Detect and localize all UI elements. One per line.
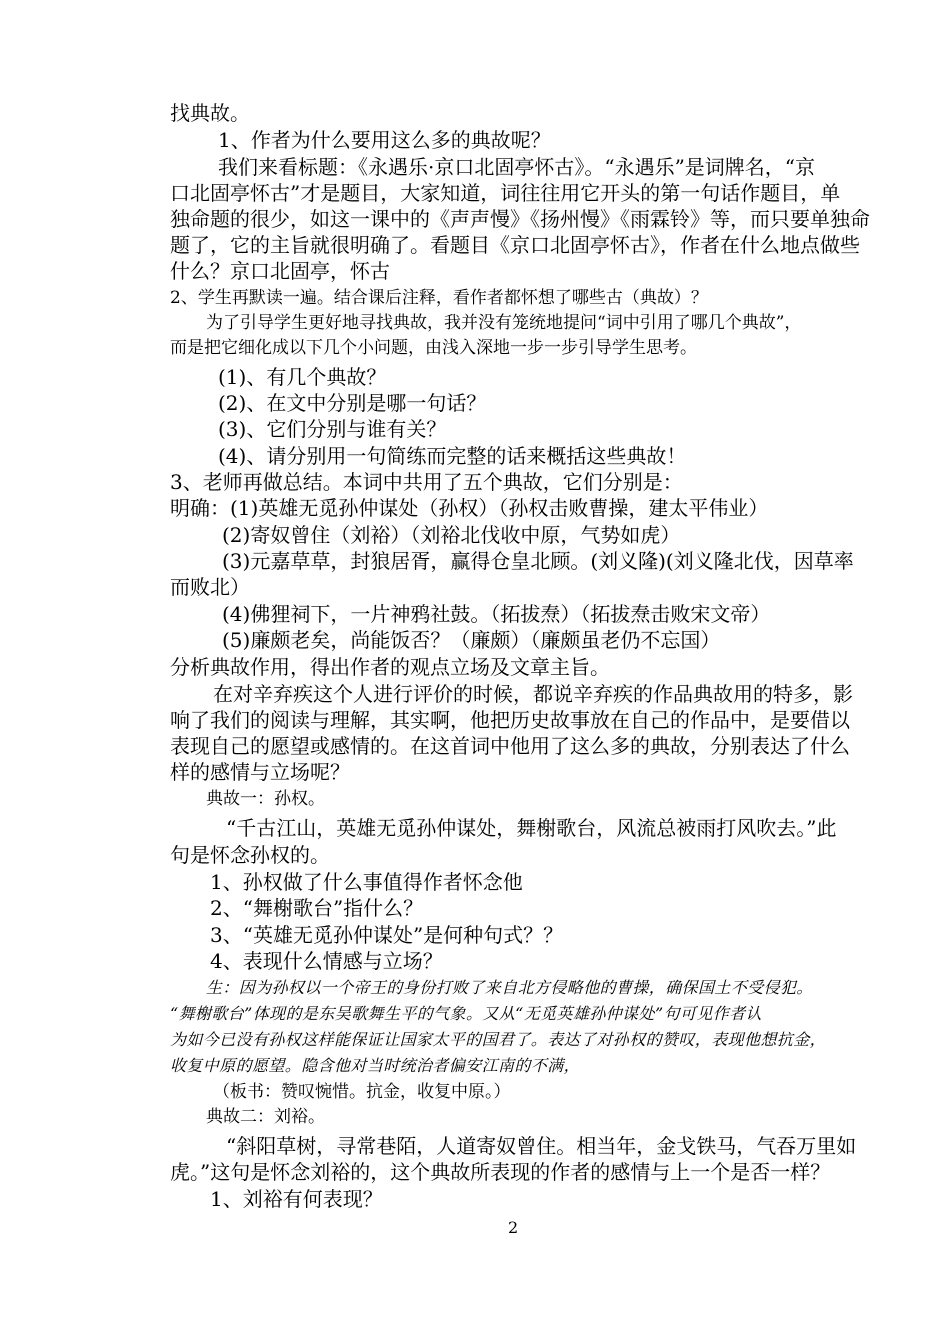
text-line: 找典故。 (170, 101, 250, 125)
text-line: 为了引导学生更好地寻找典故，我并没有笼统地提问“词中引用了哪几个典故”， (206, 313, 802, 333)
text-line: 独命题的很少，如这一课中的《声声慢》《扬州慢》《雨霖铃》等，而只要单独命 (170, 207, 870, 231)
text-line: (5)廉颇老矣，尚能饭否？（廉颇）（廉颇虽老仍不忘国） (222, 628, 721, 652)
text-line: 3、老师再做总结。本词中共用了五个典故，它们分别是： (170, 470, 683, 494)
text-line: 1、刘裕有何表现？ (210, 1187, 383, 1211)
handwritten-line: 为如今已没有孙权这样能保证让国家太平的国君了。表达了对孙权的赞叹，表现他想抗金， (170, 1030, 827, 1049)
text-line: (4)佛狸祠下，一片神鸦社鼓。（拓拔焘）（拓拔焘击败宋文帝） (222, 602, 771, 626)
text-line: (1)、有几个典故？ (218, 365, 387, 389)
text-line: 题了，它的主旨就很明确了。看题目《京口北固亭怀古》，作者在什么地点做些 (170, 233, 860, 257)
handwritten-line: 收复中原的愿望。隐含他对当时统治者偏安江南的不满， (170, 1056, 581, 1075)
handwritten-line: 生：因为孙权以一个帝王的身份打败了来自北方侵略他的曹操，确保国土不受侵犯。 (206, 978, 813, 997)
text-line: “千古江山，英雄无觅孙仲谋处，舞榭歌台，风流总被雨打风吹去。”此 (226, 816, 837, 840)
text-line: “斜阳草树，寻常巷陌，人道寄奴曾住。相当年，金戈铁马，气吞万里如 (226, 1134, 857, 1158)
text-line: 句是怀念孙权的。 (170, 843, 330, 867)
page-number: 2 (508, 1218, 519, 1237)
text-line: 我们来看标题：《永遇乐·京口北固亭怀古》。“永遇乐”是词牌名，“京 (218, 155, 816, 179)
text-line: 2、“舞榭歌台”指什么？ (210, 896, 424, 920)
text-line: 而是把它细化成以下几个小问题，由浅入深地一步一步引导学生思考。 (170, 338, 697, 358)
text-line: (4)、请分别用一句简练而完整的话来概括这些典故！ (218, 444, 687, 468)
text-line: 而败北） (170, 575, 250, 599)
text-line: 分析典故作用，得出作者的观点立场及文章主旨。 (170, 655, 610, 679)
text-line: 4、表现什么情感与立场？ (210, 949, 443, 973)
text-line: 2、学生再默读一遍。结合课后注释，看作者都怀想了哪些古（典故）？ (170, 288, 708, 308)
text-line: 什么？京口北固亭，怀古 (170, 259, 390, 283)
text-line: 典故二：刘裕。 (206, 1107, 325, 1127)
text-line: （板书：赞叹惋惜。抗金，收复中原。） (213, 1082, 511, 1102)
text-line: 1、孙权做了什么事值得作者怀念他 (210, 870, 523, 894)
text-line: 在对辛弃疾这个人进行评价的时候，都说辛弃疾的作品典故用的特多，影 (213, 682, 853, 706)
text-line: 1、作者为什么要用这么多的典故呢？ (218, 128, 551, 152)
text-line: 响了我们的阅读与理解，其实啊，他把历史故事放在自己的作品中，是要借以 (170, 708, 850, 732)
text-line: (2)、在文中分别是哪一句话？ (218, 391, 487, 415)
text-line: 样的感情与立场呢？ (170, 760, 350, 784)
text-line: 3、“英雄无觅孙仲谋处”是何种句式？？ (210, 923, 564, 947)
text-line: (3)、它们分别与谁有关？ (218, 417, 447, 441)
text-line: 口北固亭怀古”才是题目，大家知道，词往往用它开头的第一句话作题目，单 (170, 181, 841, 205)
text-line: 表现自己的愿望或感情的。在这首词中他用了这么多的典故，分别表达了什么 (170, 734, 850, 758)
handwritten-line: “舞榭歌台”体现的是东吴歌舞生平的气象。又从“无觅英雄孙仲谋处”句可见作者认 (170, 1004, 762, 1023)
text-line: 虎。”这句是怀念刘裕的，这个典故所表现的作者的感情与上一个是否一样？ (170, 1160, 831, 1184)
text-line: 明确：(1)英雄无觅孙仲谋处（孙权）（孙权击败曹操，建太平伟业） (170, 496, 769, 520)
text-line: (2)寄奴曾住（刘裕）（刘裕北伐收中原，气势如虎） (222, 523, 681, 547)
text-line: 典故一：孙权。 (206, 789, 325, 809)
text-line: (3)元嘉草草，封狼居胥，赢得仓皇北顾。(刘义隆)(刘义隆北伐，因草率 (222, 549, 854, 573)
